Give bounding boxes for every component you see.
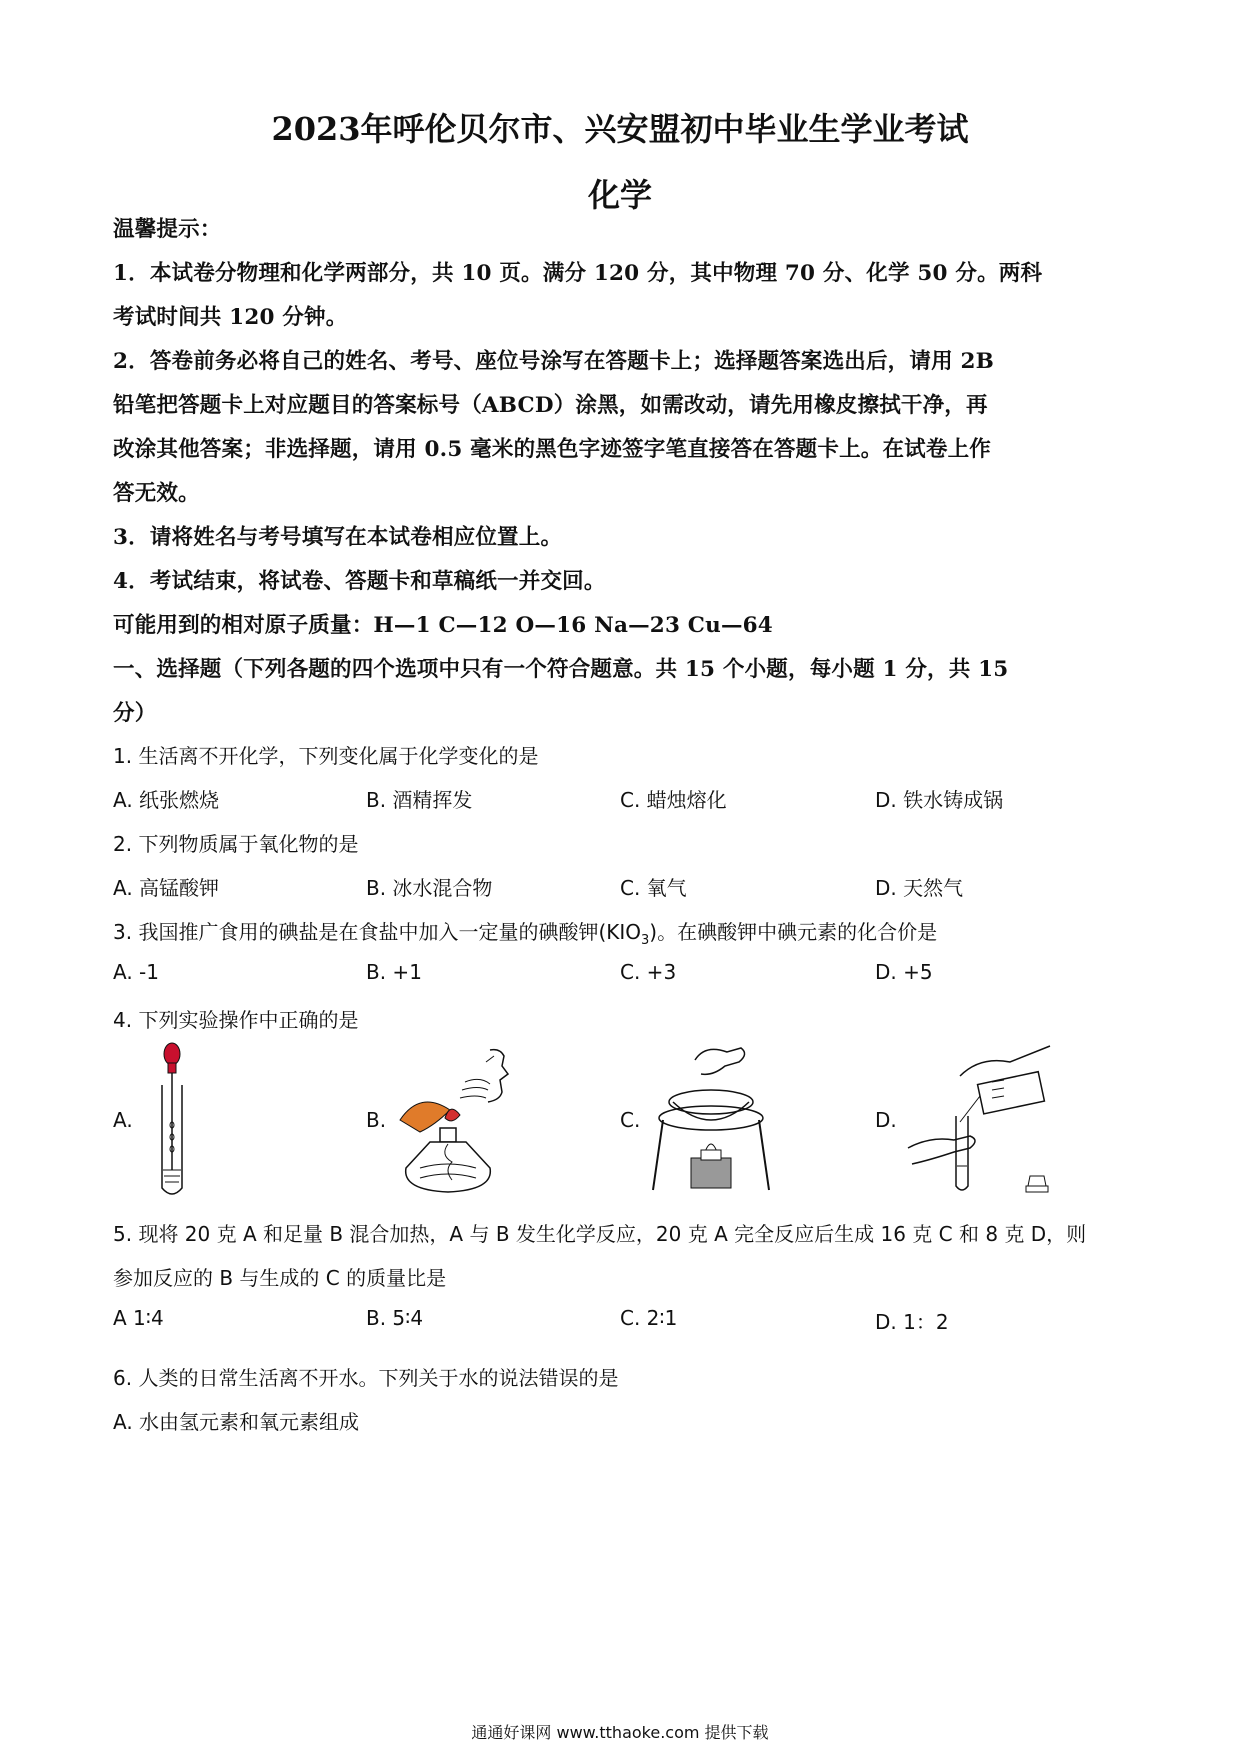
question-6-option-a: A. 水由氢元素和氧元素组成 xyxy=(113,1410,360,1434)
question-2-stem: 2. 下列物质属于氧化物的是 xyxy=(113,832,359,856)
question-3-option-b: B. +1 xyxy=(366,960,422,984)
alcohol-lamp-figure xyxy=(390,1040,530,1200)
notice-item-2: 2．答卷前务必将自己的姓名、考号、座位号涂写在答题卡上；选择题答案选出后，请用 2B xyxy=(113,349,994,374)
question-2-option-d: D. 天然气 xyxy=(875,876,964,900)
question-3-subscript: 3 xyxy=(641,933,650,948)
question-6-stem: 6. 人类的日常生活离不开水。下列关于水的说法错误的是 xyxy=(113,1366,619,1390)
question-5-stem-cont: 参加反应的 B 与生成的 C 的质量比是 xyxy=(113,1266,447,1290)
question-4-option-a: A. xyxy=(113,1108,133,1132)
notice-item-3: 3．请将姓名与考号填写在本试卷相应位置上。 xyxy=(113,525,563,550)
question-1-option-d: D. 铁水铸成锅 xyxy=(875,788,1004,812)
question-5-option-a: A 1∶4 xyxy=(113,1306,164,1330)
pouring-liquid-figure xyxy=(900,1036,1090,1204)
question-3-stem-text: 3. 我国推广食用的碘盐是在食盐中加入一定量的碘酸钾(KIO xyxy=(113,920,641,944)
evaporating-dish-figure xyxy=(645,1040,775,1200)
exam-title: 2023年呼伦贝尔市、兴安盟初中毕业生学业考试 xyxy=(271,110,969,148)
notice-item-2-cont: 答无效。 xyxy=(113,481,200,506)
question-2-option-c: C. 氧气 xyxy=(620,876,687,900)
question-4-stem: 4. 下列实验操作中正确的是 xyxy=(113,1008,359,1032)
question-1-option-b: B. 酒精挥发 xyxy=(366,788,473,812)
question-4-option-b: B. xyxy=(366,1108,387,1132)
notice-item-1: 1．本试卷分物理和化学两部分，共 10 页。满分 120 分，其中物理 70 分、化学 50 分。两科 xyxy=(113,261,1043,286)
notice-item-1-cont: 考试时间共 120 分钟。 xyxy=(113,305,348,330)
question-4-option-d: D. xyxy=(875,1108,897,1132)
section-heading: 一、选择题（下列各题的四个选项中只有一个符合题意。共 15 个小题，每小题 1 分，共 15 xyxy=(113,657,1009,682)
notice-heading: 温馨提示： xyxy=(113,217,222,242)
atomic-masses: 可能用到的相对原子质量：H—1 C—12 O—16 Na—23 Cu—64 xyxy=(113,613,773,638)
notice-item-2-cont: 改涂其他答案；非选择题，请用 0.5 毫米的黑色字迹签字笔直接答在答题卡上。在试卷上作 xyxy=(113,437,991,462)
question-2-option-a: A. 高锰酸钾 xyxy=(113,876,220,900)
question-5-option-b: B. 5∶4 xyxy=(366,1306,424,1330)
question-5-option-c: C. 2∶1 xyxy=(620,1306,678,1330)
question-5-stem: 5. 现将 20 克 A 和足量 B 混合加热，A 与 B 发生化学反应，20 克 A 完全反应后生成 16 克 C 和 8 克 D，则 xyxy=(113,1222,1087,1246)
question-3-option-a: A. -1 xyxy=(113,960,159,984)
section-heading-cont: 分） xyxy=(113,701,157,726)
footer-watermark: 通通好课网 www.tthaoke.com 提供下载 xyxy=(471,1723,769,1742)
question-4-option-c: C. xyxy=(620,1108,641,1132)
question-2-option-b: B. 冰水混合物 xyxy=(366,876,493,900)
question-3-option-d: D. +5 xyxy=(875,960,933,984)
question-1-stem: 1. 生活离不开化学，下列变化属于化学变化的是 xyxy=(113,744,539,768)
question-3-stem-text: )。在碘酸钾中碘元素的化合价是 xyxy=(649,920,938,944)
question-1-option-c: C. 蜡烛熔化 xyxy=(620,788,727,812)
notice-item-2-cont: 铅笔把答题卡上对应题目的答案标号（ABCD）涂黑，如需改动，请先用橡皮擦拭干净，再 xyxy=(113,393,988,418)
question-5-option-d: D. 1：2 xyxy=(875,1310,949,1334)
subject-title: 化学 xyxy=(587,176,652,214)
question-3-stem xyxy=(113,916,937,948)
question-1-option-a: A. 纸张燃烧 xyxy=(113,788,220,812)
notice-item-4: 4．考试结束，将试卷、答题卡和草稿纸一并交回。 xyxy=(113,569,606,594)
dropper-test-tube-figure xyxy=(140,1040,200,1200)
question-3-option-c: C. +3 xyxy=(620,960,677,984)
